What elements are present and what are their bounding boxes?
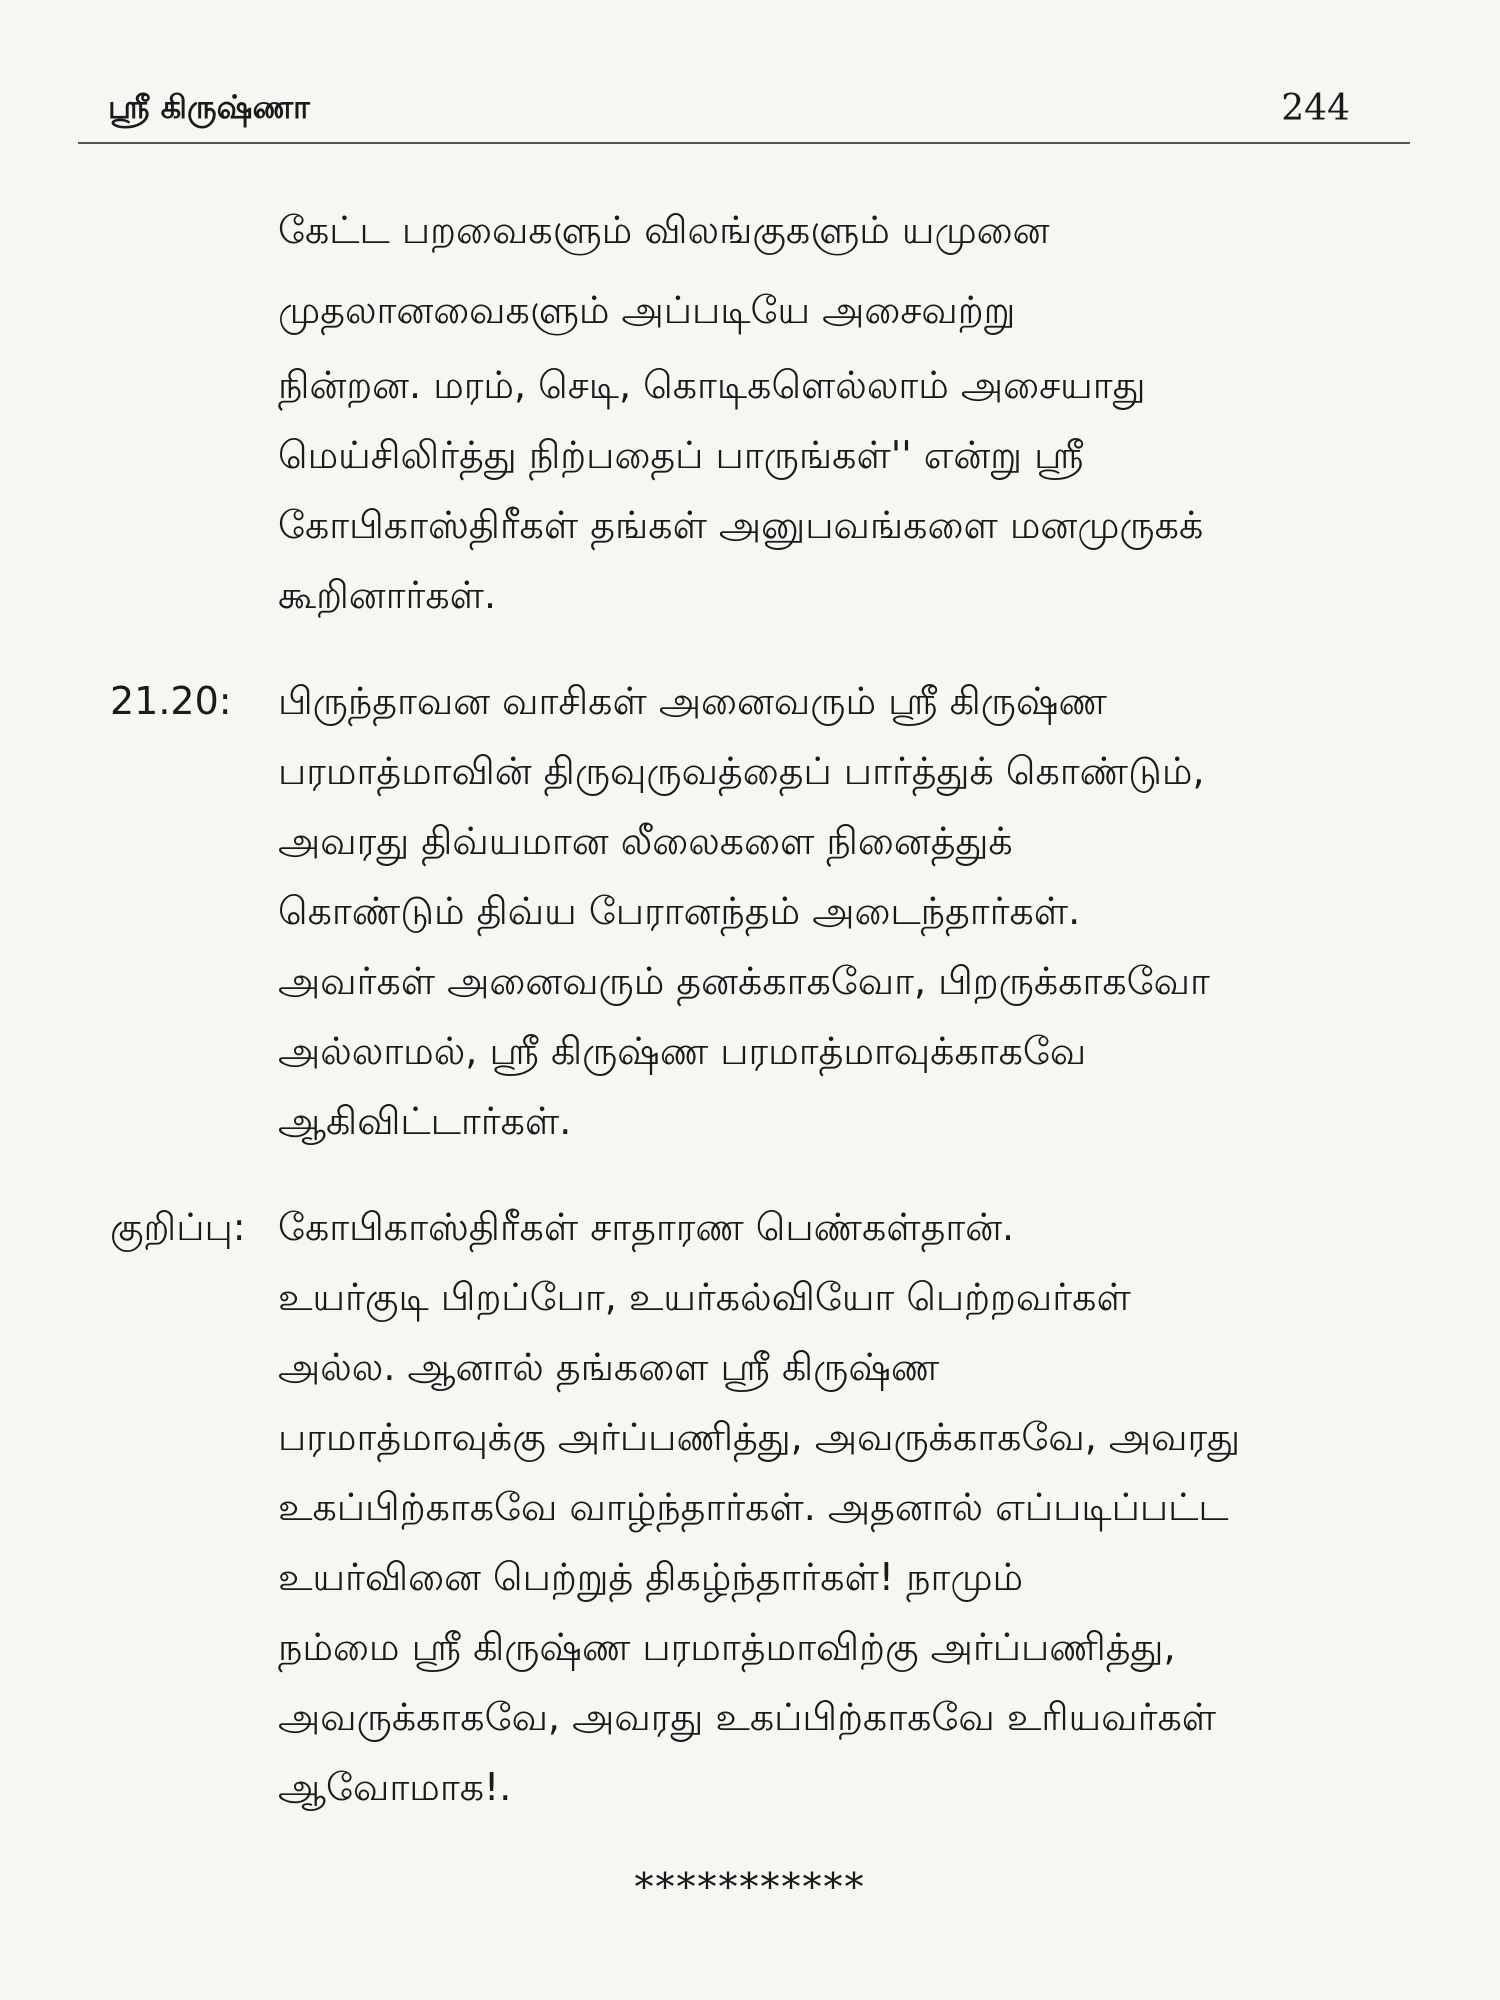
text-line: கொண்டும் திவ்ய பேரானந்தம் அடைந்தார்கள்.: [278, 889, 1081, 933]
paragraph-continuation: [110, 190, 1400, 630]
text-line: அவரது திவ்யமான லீலைகளை நினைத்துக்: [278, 819, 1013, 863]
text-line: அவருக்காகவே, அவரது உகப்பிற்காகவே உரியவர்கள்: [278, 1695, 1217, 1739]
page-body: [110, 190, 1400, 1822]
page-header: [78, 78, 1380, 138]
text-line: கோபிகாஸ்திரீகள் தங்கள் அனுபவங்களை மனமுருகக்: [278, 503, 1204, 547]
text-line: கோபிகாஸ்திரீகள் சாதாரண பெண்கள்தான்.: [278, 1205, 1015, 1249]
text-line: அல்லாமல், ஸ்ரீ கிருஷ்ண பரமாத்மாவுக்காகவே: [278, 1029, 1087, 1073]
page-number: 244: [1281, 88, 1350, 129]
verse-number: 21.20:: [110, 679, 232, 723]
text-line: மெய்சிலிர்த்து நிற்பதைப் பாருங்கள்'' என்று ஸ்ரீ: [278, 433, 1084, 477]
text-line: முதலானவைகளும் அப்படியே அசைவற்று: [278, 288, 1016, 332]
verse-21-20: [110, 666, 1400, 1156]
text-line: ஆவோமாக!.: [278, 1765, 512, 1809]
text-line: பரமாத்மாவின் திருவுருவத்தைப் பார்த்துக் கொண்டும்,: [278, 749, 1205, 793]
section-separator: ***********: [634, 1865, 866, 1909]
text-line: கேட்ட பறவைகளும் விலங்குகளும் யமுனை: [278, 208, 1050, 252]
text-line: பிருந்தாவன வாசிகள் அனைவரும் ஸ்ரீ கிருஷ்ண: [278, 679, 1107, 723]
text-line: கூறினார்கள்.: [278, 573, 497, 617]
text-line: அல்ல. ஆனால் தங்களை ஸ்ரீ கிருஷ்ண: [278, 1345, 940, 1389]
header-rule: [78, 142, 1410, 144]
text-line: உயர்குடி பிறப்போ, உயர்கல்வியோ பெற்றவர்கள்: [278, 1275, 1131, 1319]
text-line: நின்றன. மரம், செடி, கொடிகளெல்லாம் அசையாது: [278, 363, 1146, 407]
note-block: [110, 1192, 1400, 1822]
note-label: குறிப்பு:: [110, 1205, 246, 1249]
text-line: நம்மை ஸ்ரீ கிருஷ்ண பரமாத்மாவிற்கு அர்ப்பணித்து,: [278, 1625, 1176, 1669]
text-line: பரமாத்மாவுக்கு அர்ப்பணித்து, அவருக்காகவே, அவரது: [278, 1415, 1241, 1459]
text-line: அவர்கள் அனைவரும் தனக்காகவோ, பிறருக்காகவோ: [278, 959, 1210, 1003]
text-line: ஆகிவிட்டார்கள்.: [278, 1099, 572, 1143]
text-line: உகப்பிற்காகவே வாழ்ந்தார்கள். அதனால் எப்படிப்பட்ட: [278, 1485, 1229, 1529]
running-title: ஸ்ரீ கிருஷ்ணா: [108, 88, 310, 126]
text-line: உயர்வினை பெற்றுத் திகழ்ந்தார்கள்! நாமும்: [278, 1555, 1024, 1599]
